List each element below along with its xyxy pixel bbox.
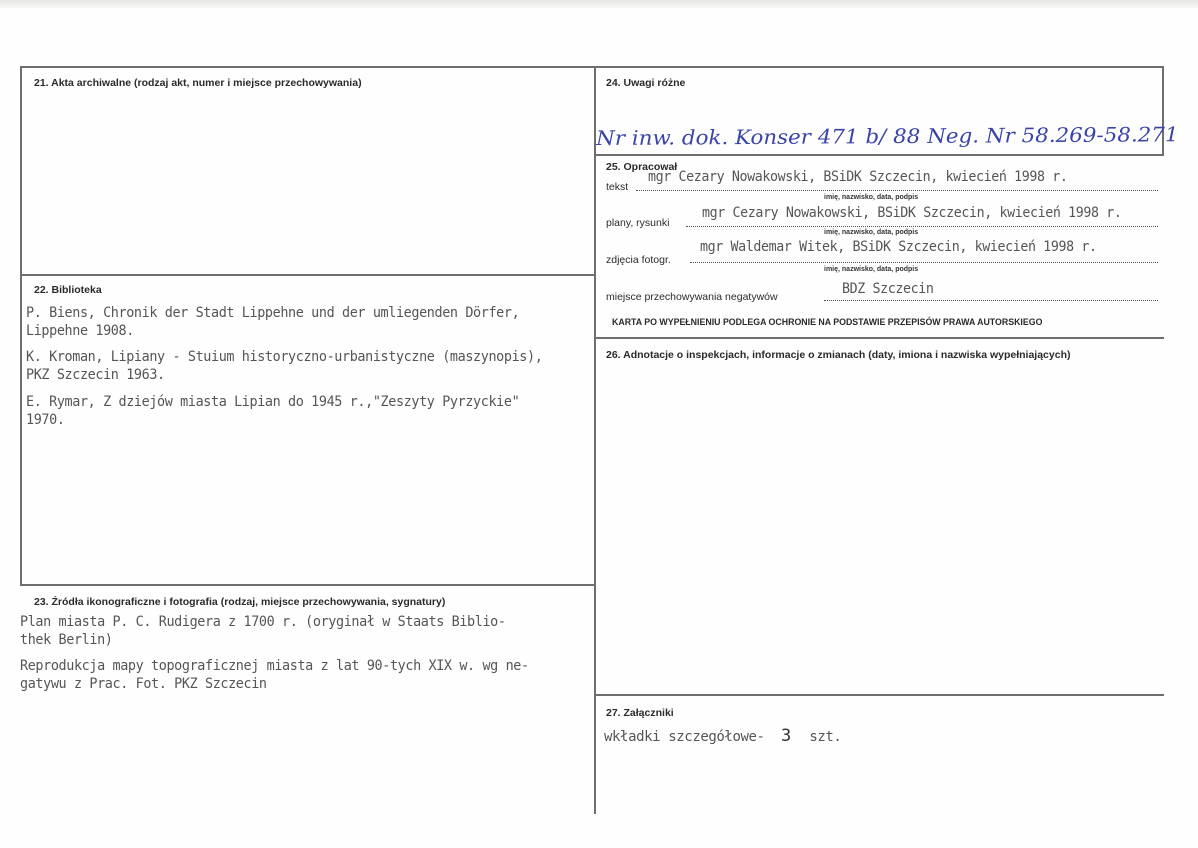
left-border bbox=[20, 66, 22, 584]
zdjecia-dotted-line bbox=[690, 262, 1158, 263]
negatives-location: BDZ Szczecin bbox=[842, 281, 934, 297]
author-drawings: mgr Cezary Nowakowski, BSiDK Szczecin, kwiecień 1998 r. bbox=[702, 205, 1122, 221]
field-label-tekst: tekst bbox=[606, 181, 629, 193]
attachments-text: wkładki szczegółowe- bbox=[604, 729, 765, 745]
divider-25-26 bbox=[594, 337, 1164, 339]
plany-caption: imię, nazwisko, data, podpis bbox=[824, 229, 919, 236]
bibliography-entry-1: P. Biens, Chronik der Stadt Lippehne und der umliegenden Dörfer, Lippehne 1908. bbox=[26, 305, 520, 339]
center-divider bbox=[594, 66, 596, 814]
section-27-label: 27. Załączniki bbox=[606, 707, 674, 719]
section-26-label: 26. Adnotacje o inspekcjach, informacje o zmianach (daty, imiona i nazwiska wypełniających) bbox=[606, 349, 1071, 361]
record-card-back bbox=[20, 66, 1179, 816]
attachments-unit: szt. bbox=[809, 729, 842, 745]
scan-top-edge bbox=[0, 0, 1198, 8]
divider-26-27 bbox=[594, 694, 1164, 696]
top-border bbox=[20, 66, 1164, 68]
section-23-label: 23. Źródła ikonograficzne i fotografia (rodzaj, miejsce przechowywania, sygnatury) bbox=[34, 596, 446, 608]
divider-21-22 bbox=[20, 274, 596, 276]
section-25-label: 25. Opracował bbox=[606, 161, 678, 173]
plany-dotted-line bbox=[686, 226, 1158, 227]
bibliography-entry-3: E. Rymar, Z dziejów miasta Lipian do 1945 r.,"Zeszyty Pyrzyckie" 1970. bbox=[26, 394, 520, 428]
iconography-entry-1: Plan miasta P. C. Rudigera z 1700 r. (oryginał w Staats Biblio- thek Berlin) bbox=[20, 614, 506, 648]
section-22-label: 22. Biblioteka bbox=[34, 284, 102, 296]
zdjecia-caption: imię, nazwisko, data, podpis bbox=[824, 266, 919, 273]
attachments-count: 3 bbox=[781, 726, 791, 746]
negatives-label: miejsce przechowywania negatywów bbox=[606, 291, 778, 303]
iconography-entry-2: Reprodukcja mapy topograficznej miasta z lat 90-tych XIX w. wg ne- gatywu z Prac. Fot. PKZ Szczecin bbox=[20, 658, 529, 692]
divider-22-23 bbox=[20, 584, 596, 586]
copyright-notice: KARTA PO WYPEŁNIENIU PODLEGA OCHRONIE NA PODSTAWIE PRZEPISÓW PRAWA AUTORSKIEGO bbox=[612, 317, 1043, 327]
bibliography-entry-2: K. Kroman, Lipiany - Stuium historyczno-urbanistyczne (maszynopis), PKZ Szczecin 1963. bbox=[26, 349, 543, 383]
negatives-dotted-line bbox=[824, 300, 1158, 301]
inventory-handwriting: Nr inw. dok. Konser 471 b/ 88 Neg. Nr 58.269-58.271 bbox=[596, 122, 1179, 150]
divider-24-25 bbox=[594, 154, 1164, 156]
section-21-label: 21. Akta archiwalne (rodzaj akt, numer i miejsce przechowywania) bbox=[34, 77, 362, 89]
field-label-plany: plany, rysunki bbox=[606, 217, 670, 229]
author-photos: mgr Waldemar Witek, BSiDK Szczecin, kwiecień 1998 r. bbox=[700, 239, 1097, 255]
author-text: mgr Cezary Nowakowski, BSiDK Szczecin, kwiecień 1998 r. bbox=[648, 169, 1068, 185]
tekst-caption: imię, nazwisko, data, podpis bbox=[824, 194, 919, 201]
tekst-dotted-line bbox=[636, 190, 1158, 191]
field-label-zdjecia: zdjęcia fotogr. bbox=[606, 254, 671, 266]
attachments-line bbox=[604, 726, 841, 746]
section-24-label: 24. Uwagi różne bbox=[606, 77, 686, 89]
